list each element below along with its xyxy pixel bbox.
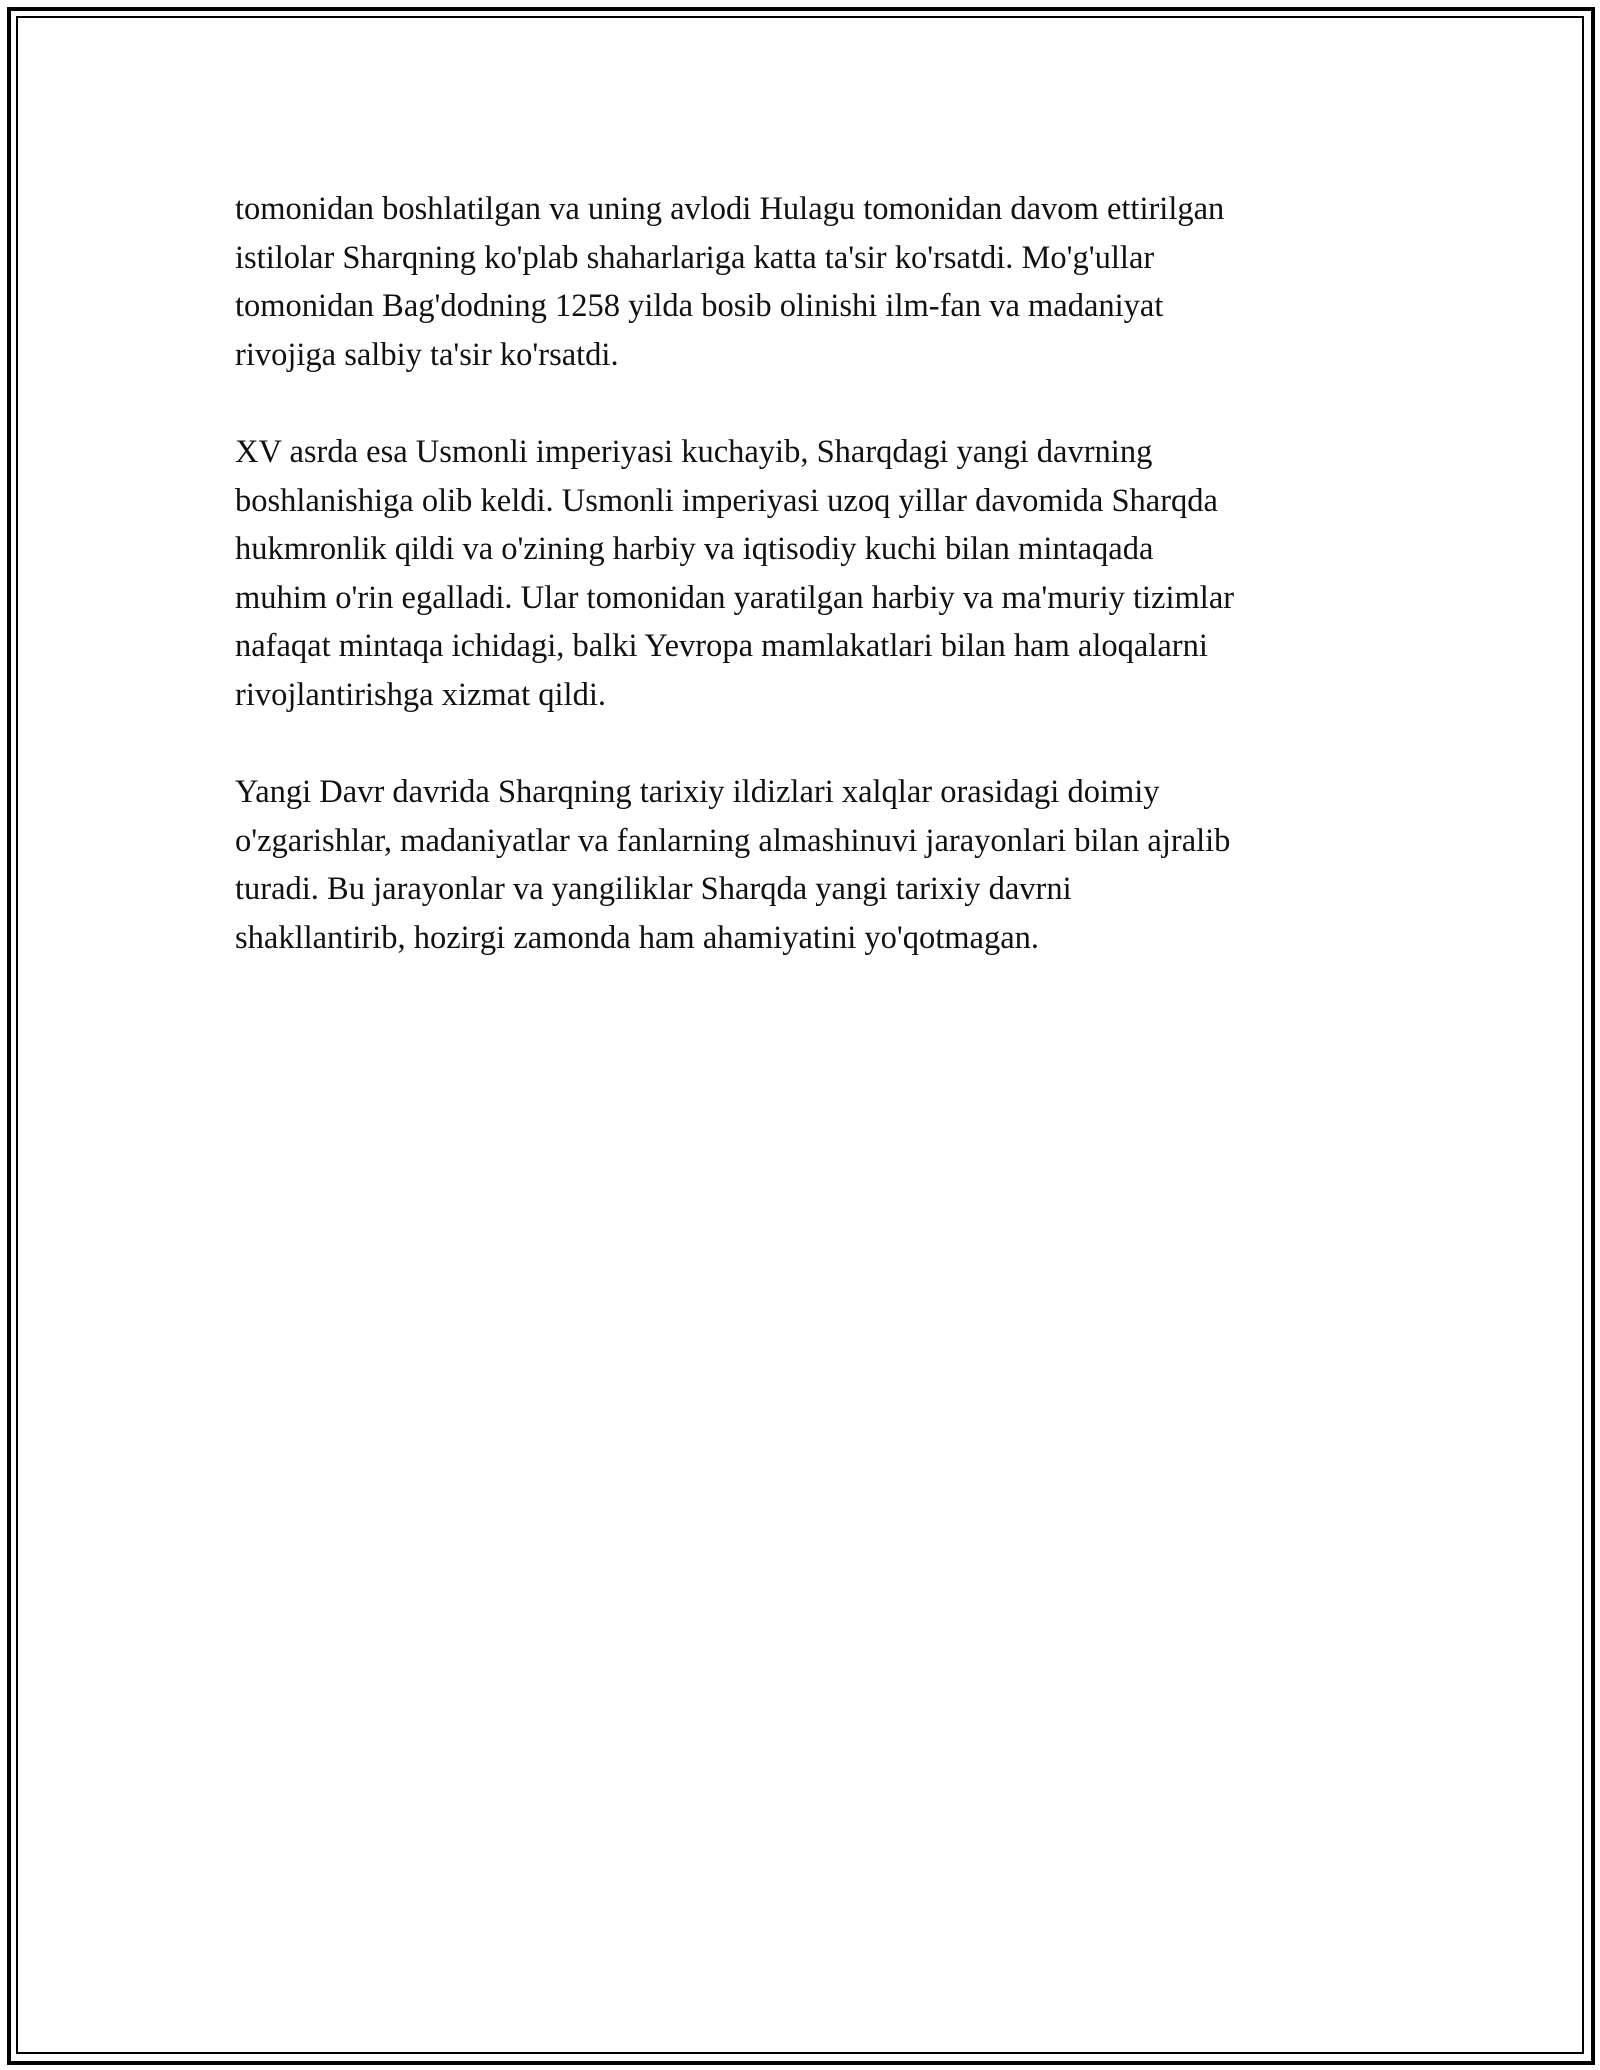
paragraph-line: muhim o'rin egalladi. Ular tomonidan yaratilgan harbiy va ma'muriy tizimlar: [235, 579, 1235, 616]
document-body: [235, 185, 1375, 1011]
paragraph-line: turadi. Bu jarayonlar va yangiliklar Sharqda yangi tarixiy davrni: [235, 871, 1072, 907]
paragraph-line: XV asrda esa Usmonli imperiyasi kuchayib, Sharqdagi yangi davrning: [235, 434, 1153, 470]
paragraph-line: Yangi Davr davrida Sharqning tarixiy ildizlari xalqlar orasidagi doimiy: [235, 774, 1160, 810]
paragraph-line: istilolar Sharqning ko'plab shaharlariga katta ta'sir ko'rsatdi. Mo'g'ullar: [235, 239, 1155, 276]
paragraph-line: rivojlantirishga xizmat qildi.: [235, 676, 606, 713]
paragraph-line: tomonidan Bag'dodning 1258 yilda bosib olinishi ilm-fan va madaniyat: [235, 288, 1164, 324]
paragraph-1: [235, 185, 1375, 379]
paragraph-2: [235, 428, 1375, 719]
paragraph-line: o'zgarishlar, madaniyatlar va fanlarning almashinuvi jarayonlari bilan ajralib: [235, 822, 1231, 859]
paragraph-line: tomonidan boshlatilgan va uning avlodi Hulagu tomonidan davom ettirilgan: [235, 191, 1225, 227]
paragraph-line: shakllantirib, hozirgi zamonda ham ahamiyatini yo'qotmagan.: [235, 919, 1040, 956]
paragraph-line: rivojiga salbiy ta'sir ko'rsatdi.: [235, 336, 619, 373]
paragraph-line: boshlanishiga olib keldi. Usmonli imperiyasi uzoq yillar davomida Sharqda: [235, 482, 1218, 519]
paragraph-3: [235, 768, 1375, 962]
paragraph-line: nafaqat mintaqa ichidagi, balki Yevropa mamlakatlari bilan ham aloqalarni: [235, 628, 1208, 664]
paragraph-line: hukmronlik qildi va o'zining harbiy va iqtisodiy kuchi bilan mintaqada: [235, 531, 1154, 567]
